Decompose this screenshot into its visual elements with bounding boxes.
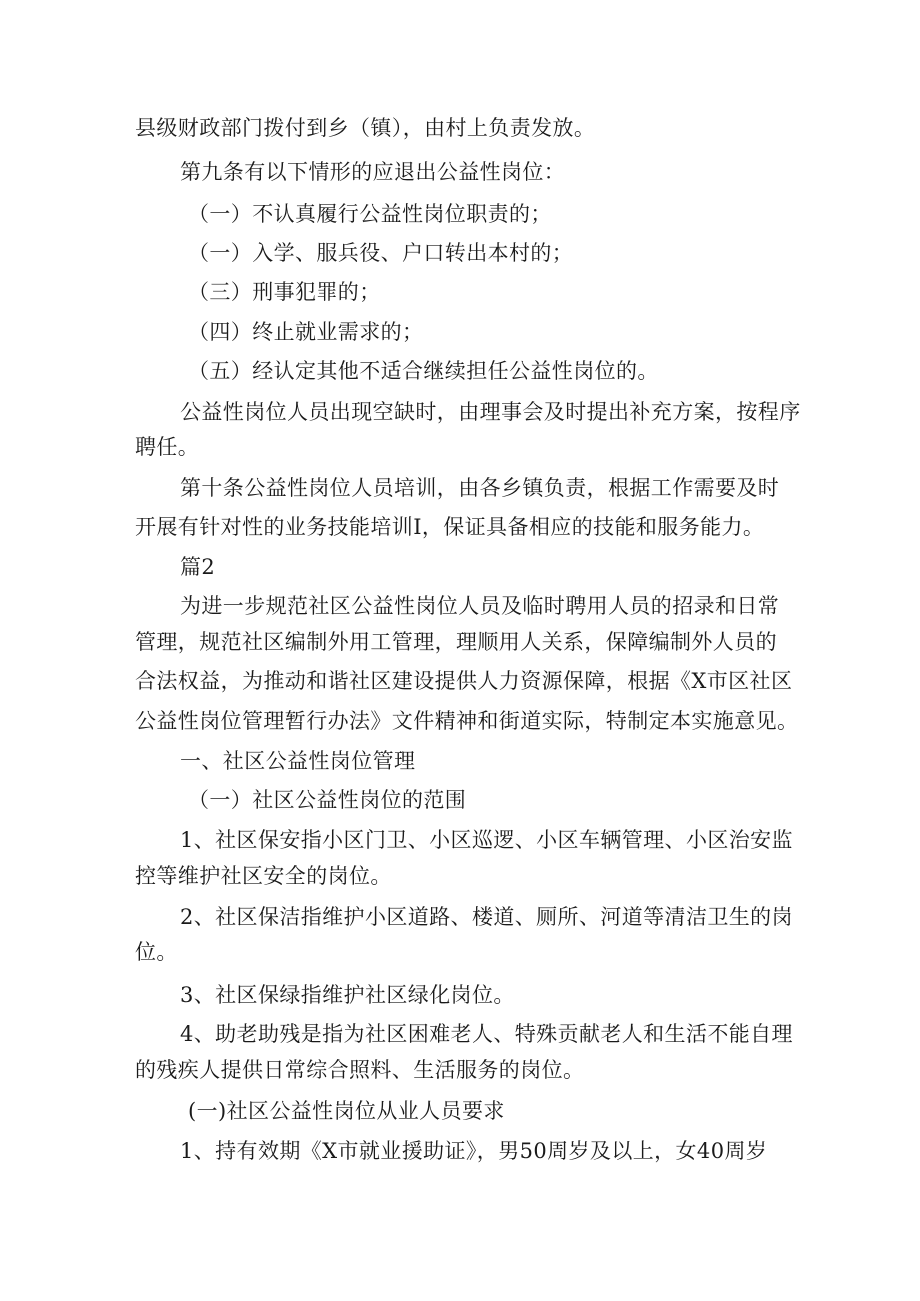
list-item: 2、社区保洁指维护小区道路、楼道、厕所、河道等清洁卫生的岗 <box>180 905 793 929</box>
section-heading: 一、社区公益性岗位管理 <box>180 749 416 773</box>
article-heading: 第九条有以下情形的应退出公益性岗位： <box>180 160 566 184</box>
list-item: （一）入学、服兵役、户口转出本村的； <box>188 241 574 265</box>
list-item: （五）经认定其他不适合继续担任公益性岗位的。 <box>188 359 659 383</box>
subsection-heading: （一）社区公益性岗位的范围 <box>188 788 467 812</box>
text-line: 开展有针对性的业务技能培训I，保证具备相应的技能和服务能力。 <box>135 515 765 539</box>
list-item: 1、持有效期《X市就业援助证》，男50周岁及以上，女40周岁 <box>180 1139 768 1163</box>
text-line: 位。 <box>135 940 178 964</box>
text-line: 控等维护社区安全的岗位。 <box>135 864 392 888</box>
subsection-heading: (一)社区公益性岗位从业人员要求 <box>188 1099 505 1123</box>
text-line: 县级财政部门拨付到乡（镇），由村上负责发放。 <box>135 116 596 140</box>
article-heading: 第十条公益性岗位人员培训，由各乡镇负责，根据工作需要及时 <box>180 476 780 500</box>
list-item: （三）刑事犯罪的； <box>188 280 381 304</box>
list-item: 1、社区保安指小区门卫、小区巡逻、小区车辆管理、小区治安监 <box>180 828 793 852</box>
text-line: 的残疾人提供日常综合照料、生活服务的岗位。 <box>135 1058 585 1082</box>
section-heading: 篇2 <box>180 555 216 579</box>
text-line: 公益性岗位管理暂行办法》文件精神和街道实际，特制定本实施意见。 <box>135 709 799 733</box>
list-item: （一）不认真履行公益性岗位职责的； <box>188 202 552 226</box>
text-line: 公益性岗位人员出现空缺时，由理事会及时提出补充方案，按程序 <box>180 400 801 424</box>
list-item: （四）终止就业需求的； <box>188 320 424 344</box>
text-line: 聘任。 <box>135 435 200 459</box>
list-item: 3、社区保绿指维护社区绿化岗位。 <box>180 983 515 1007</box>
text-line: 为进一步规范社区公益性岗位人员及临时聘用人员的招录和日常 <box>180 594 780 618</box>
text-line: 合法权益，为推动和谐社区建设提供人力资源保障，根据《X市区社区 <box>135 669 793 693</box>
list-item: 4、助老助残是指为社区困难老人、特殊贡献老人和生活不能自理 <box>180 1022 793 1046</box>
text-line: 管理，规范社区编制外用工管理，理顺用人关系，保障编制外人员的 <box>135 630 777 654</box>
